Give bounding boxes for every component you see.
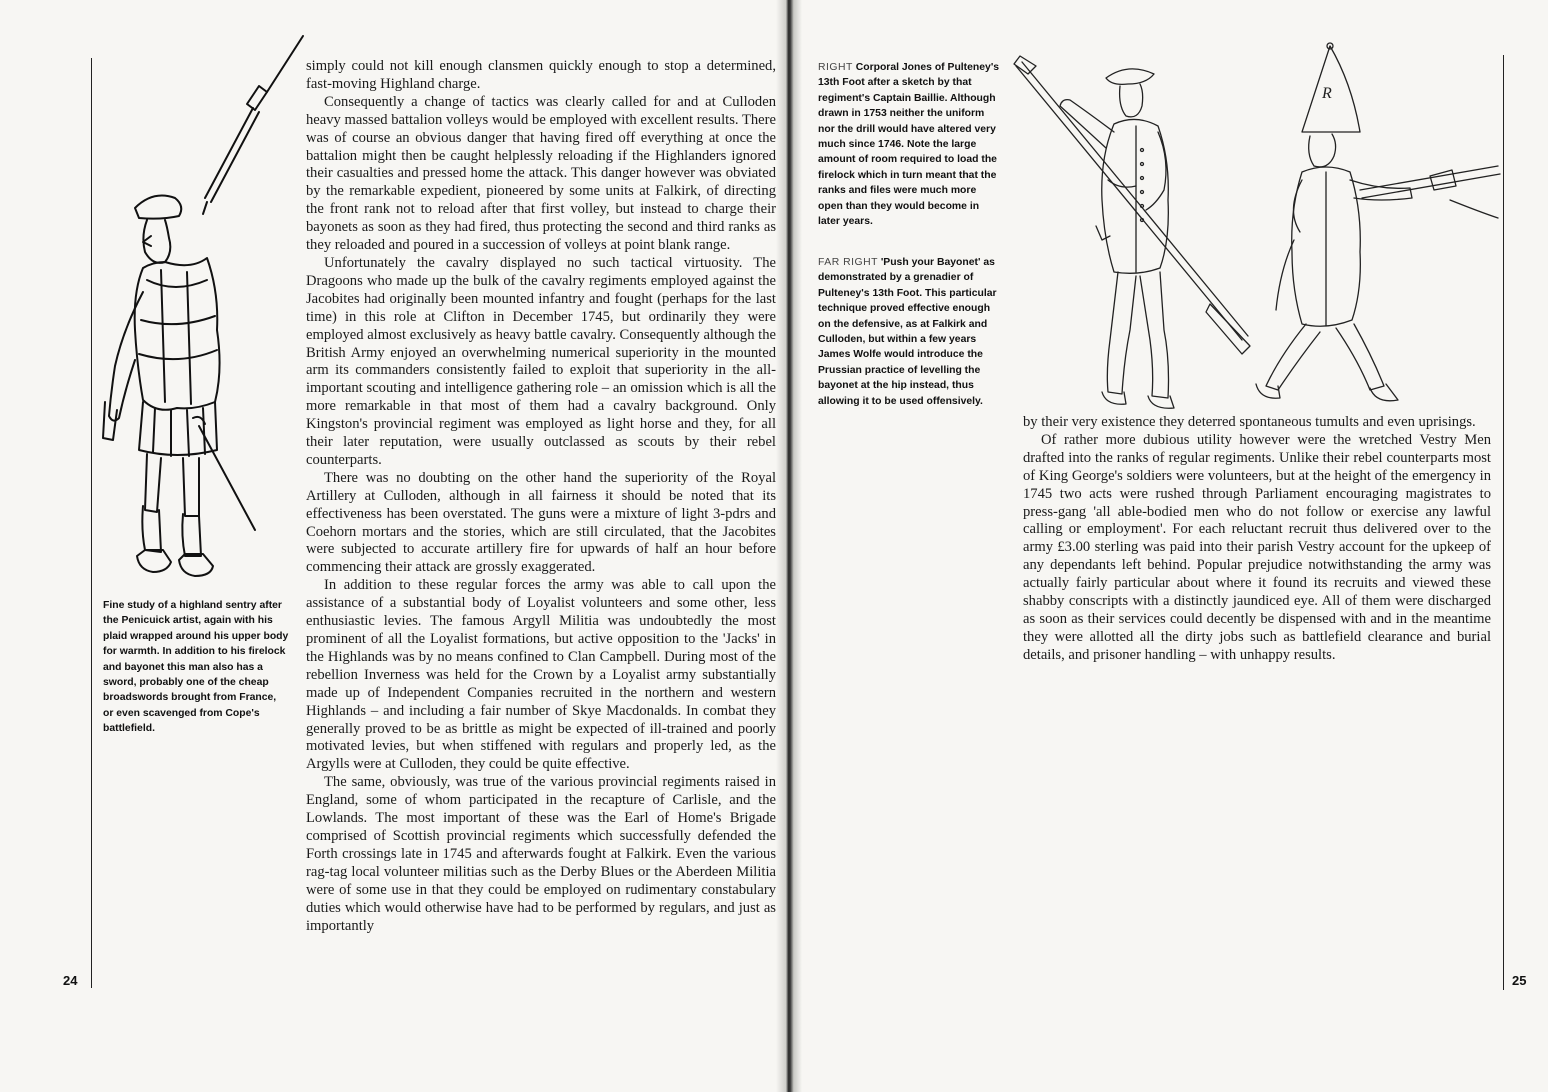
page-number-left: 24 [63,973,78,988]
paragraph: by their very existence they deterred spontaneous tumults and even uprisings. [1023,414,1476,430]
paragraph: Unfortunately the cavalry displayed no such tactical virtuosity. The Dragoons who made up the bulk of the cavalry regiments employed against the Jacobites had originally been mounted infantry and fought (perhaps for the last time) in this role at Clifton in December 1745, but ordinarily they were employed almost exclusively as heavy battle cavalry. Consequently although the British Army enjoyed an overwhelming numerical superiority in the mounted arm its commanders consistently failed to exploit that superiority in the all-important scouting and intelligence gathering role – an omission which is all the more remarkable in that most of them had a cavalry background. Only Kingston's provincial regiment was employed as light horse and they, for all their later reputation, were usually outclassed as scouts by their rebel counterparts. [306,254,776,468]
sentry-illustration-caption: Fine study of a highland sentry after the Penicuick artist, again with his plaid wrapped around his upper body for warmth. In addition to his firelock and bayonet this man also has a sword, probably one of the cheap broadswords brought from France, or even scavenged from Cope's battlefield. [103,600,289,735]
left-margin-rule [91,58,92,988]
right-page-body-text [1023,414,1491,665]
caption-right [818,60,1000,229]
page-number-right: 25 [1512,973,1527,988]
caption-far-right [818,255,1000,409]
paragraph: There was no doubting on the other hand the superiority of the Royal Artillery at Culloden, although in all fairness it should be noted that its effectiveness has been overstated. The guns were a mixture of light 3-pdrs and Coehorn mortars and the stories, which are still circulated, that the Jacobites were subjected to accurate artillery fire for upwards of half an hour before commencing their attack are grossly exaggerated. [306,469,776,576]
left-page-body-text [306,58,776,935]
paragraph: The same, obviously, was true of the various provincial regiments raised in England, some of whom participated in the recapture of Carlisle, and the Lowlands. The most important of these was the Earl of Home's Brigade comprised of Scottish provincial regiments which successfully defended the Forth crossings late in 1745 and afterwards fought at Falkirk. Even the various rag-tag local volunteer militias such as the Derby Blues or the Aberdeen Militia were of some use in that they could be employed on rudimentary constabulary duties which would otherwise have had to be performed by regulars, and just as importantly [306,774,776,934]
highland-sentry-illustration [95,30,310,590]
paragraph: In addition to these regular forces the army was able to call upon the assistance of a substantial body of Loyalist volunteers and some other, less enthusiastic levies. The famous Argyll Militia was undoubtedly the most prominent of all the Loyalist formations, but active opposition to the 'Jacks' in the Highlands was by no means confined to Clan Campbell. During most of the rebellion Inverness was held for the Crown by a Loyalist army substantially made up of Independent Companies recruited in the northern and western Highlands – and including a fair number of Skye Macdonalds. In combat they generally proved to be as brittle as might be expected of ill-trained and poorly motivated levies, but when stiffened with regulars and properly led, as the Argylls were at Culloden, they could be quite effective. [306,577,776,773]
right-margin-rule [1503,55,1504,990]
paragraph: simply could not kill enough clansmen quickly enough to stop a determined, fast-moving Highland charge. [306,58,776,92]
caption-right-lead: RIGHT [818,62,853,73]
book-gutter [776,0,802,1092]
paragraph: Consequently a change of tactics was clearly called for and at Culloden heavy massed battalion volleys would be employed with excellent results. There was of course an obvious danger that having fired off everything at once the battalion might then be caught helplessly reloading if the Highlanders ignored their casualties and pressed home the attack. This danger however was obviated by the remarkable expedient, pioneered by some units at Falkirk, of directing the front rank not to reload after that first volley, but instead to charge their bayonets as soon as they had fired, thus protecting the second and third ranks as they reloaded and poured in a succession of volleys at point blank range. [306,93,776,254]
caption-far-right-lead: FAR RIGHT [818,257,878,268]
paragraph: Of rather more dubious utility however were the wretched Vestry Men drafted into the ranks of regular regiments. Unlike their rebel counterparts most of King George's soldiers were volunteers, but at the height of the emergency in 1745 two acts were rushed through Parliament encouraging magistrates to press-gang 'all able-bodied men who do not follow or exercise any lawful calling or employment'. For each reluctant recruit thus delivered over to the army £3.00 sterling was paid into their parish Vestry account for the upkeep of any dependants left behind. Popular prejudice notwithstanding the army was actually fairly particular about where it found its recruits and viewed these shabby conscripts with a distinctly jaundiced eye. All of them were discharged as soon as their services could decently be dispensed with and in the meantime they were allotted all the dirty jobs such as battlefield clearance and burial details, and prisoner handling – with unhappy results. [1023,431,1491,663]
soldiers-drill-illustration [1010,40,1505,425]
caption-right-text: Corporal Jones of Pulteney's 13th Foot after a sketch by that regiment's Captain Baillie. Although drawn in 1753 neither the uniform nor the drill would have altered very much since 1746. Note the large amount of room required to load the firelock which in turn meant that the ranks and files were much more open than they would become in later years. [818,62,1000,228]
caption-far-right-text: 'Push your Bayonet' as demonstrated by a grenadier of Pulteney's 13th Foot. This particular technique proved effective enough on the defensive, as at Falkirk and Culloden, but within a few years James Wolfe would introduce the Prussian practice of levelling the bayonet at the hip instead, thus allowing it to be used offensively. [818,257,997,407]
grenadier-cap-letter: R [1322,85,1332,102]
